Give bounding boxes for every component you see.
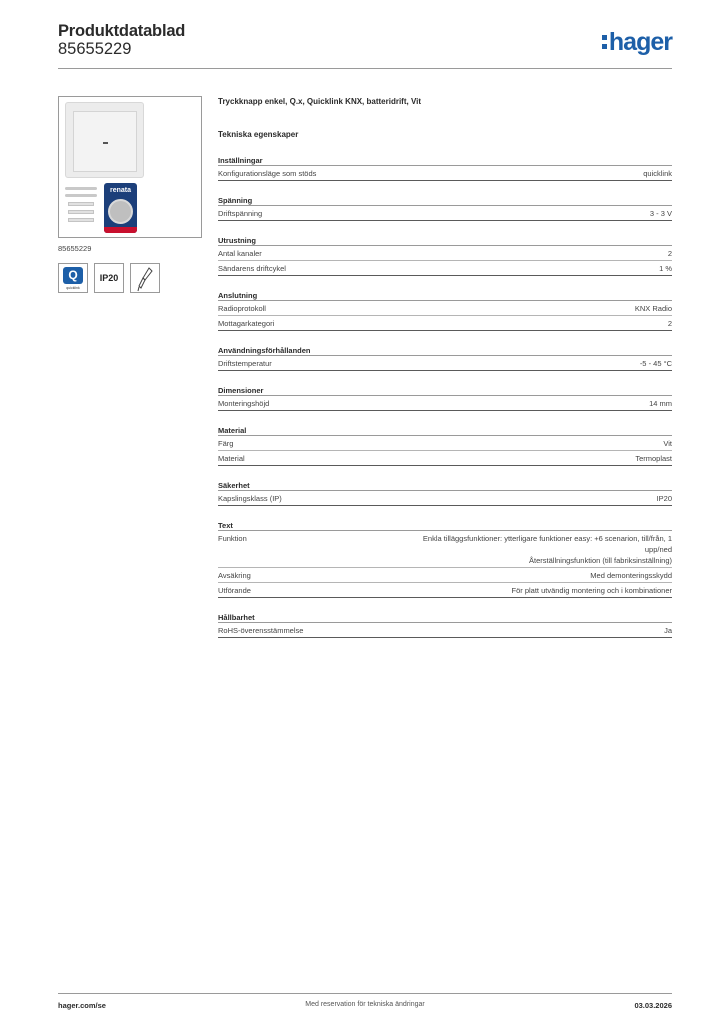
push-button-plate — [73, 111, 137, 172]
battery-image — [104, 183, 137, 233]
spec-label: Monteringshöjd — [218, 399, 270, 408]
spec-section — [218, 345, 672, 371]
spec-label: Mottagarkategori — [218, 319, 275, 328]
logo-text: hager — [608, 28, 672, 56]
spec-section — [218, 520, 672, 598]
hager-logo — [602, 28, 672, 56]
spec-label: Kapslingsklass (IP) — [218, 494, 282, 503]
section-title: Utrustning — [218, 235, 672, 246]
ip20-label: IP20 — [99, 273, 119, 283]
section-title: Text — [218, 520, 672, 531]
section-title: Säkerhet — [218, 480, 672, 491]
spec-value: För platt utvändig montering och i kombinationer — [511, 586, 672, 595]
spec-value: -5 - 45 °C — [639, 359, 672, 368]
spec-value: quicklink — [643, 169, 672, 178]
spec-label: Material — [218, 454, 245, 463]
section-title: Användningsförhållanden — [218, 345, 672, 356]
spec-row — [218, 436, 672, 451]
spec-label: Driftspänning — [218, 209, 263, 218]
footer-date: 03.03.2026 — [634, 1001, 672, 1010]
logo-dots — [602, 33, 607, 51]
spec-row — [218, 531, 672, 568]
screwdriver-icon — [131, 264, 161, 294]
spec-label: Avsäkring — [218, 571, 251, 580]
section-title: Spänning — [218, 195, 672, 206]
spec-section — [218, 612, 672, 638]
spec-row — [218, 166, 672, 181]
spec-row — [218, 301, 672, 316]
spec-value: KNX Radio — [634, 304, 672, 313]
spec-value: 1 % — [659, 264, 672, 273]
spec-row — [218, 206, 672, 221]
spec-row — [218, 356, 672, 371]
spec-section — [218, 425, 672, 466]
screwdriver-tile — [130, 263, 160, 293]
spec-label: Utförande — [218, 586, 251, 595]
push-button-frame-image — [65, 102, 144, 178]
product-image — [58, 96, 202, 238]
spec-value: Med demonteringsskydd — [590, 571, 672, 580]
spec-heading: Tekniska egenskaper — [218, 130, 299, 139]
battery-brand-label: renata — [109, 187, 131, 194]
led-indicator — [103, 142, 108, 144]
spec-value: 2 — [667, 249, 672, 258]
document-title: Produktdatablad — [58, 22, 186, 40]
spec-label: Radioprotokoll — [218, 304, 266, 313]
quicklink-caption: quicklink — [66, 286, 80, 290]
spec-value-line: Återställningsfunktion (till fabriksinställning) — [529, 556, 672, 565]
section-title: Material — [218, 425, 672, 436]
spec-section — [218, 235, 672, 276]
footer-website-link[interactable]: hager.com/se — [58, 1001, 106, 1010]
spec-label: Konfigurationsläge som stöds — [218, 169, 317, 178]
spec-label: Driftstemperatur — [218, 359, 272, 368]
quicklink-badge — [58, 263, 88, 293]
spec-row — [218, 583, 672, 598]
spec-value: 3 - 3 V — [649, 209, 672, 218]
footer-disclaimer: Med reservation för tekniska ändringar — [305, 1001, 425, 1008]
spec-section — [218, 290, 672, 331]
spec-row — [218, 623, 672, 638]
page-footer — [58, 993, 672, 1013]
spec-row — [218, 491, 672, 506]
spec-content — [218, 96, 672, 638]
spec-value: IP20 — [656, 494, 672, 503]
spec-label: Antal kanaler — [218, 249, 262, 258]
coin-cell — [108, 199, 133, 224]
spec-section — [218, 385, 672, 411]
spec-label: RoHS-överensstämmelse — [218, 626, 304, 635]
quicklink-icon: Q — [63, 267, 83, 284]
spec-row — [218, 396, 672, 411]
ip20-badge — [94, 263, 124, 293]
section-title: Dimensioner — [218, 385, 672, 396]
spec-value-line: upp/ned — [644, 545, 672, 554]
product-title: Tryckknapp enkel, Q.x, Quicklink KNX, batteridrift, Vit — [218, 97, 422, 106]
spec-label: Färg — [218, 439, 234, 448]
section-title: Hållbarhet — [218, 612, 672, 623]
spec-row — [218, 261, 672, 276]
spec-row — [218, 316, 672, 331]
spec-value: 14 mm — [649, 399, 672, 408]
section-title: Anslutning — [218, 290, 672, 301]
image-caption: 85655229 — [58, 244, 92, 253]
spec-section — [218, 195, 672, 221]
spec-row — [218, 568, 672, 583]
document-number: 85655229 — [58, 40, 132, 58]
screws-and-plugs-image — [65, 185, 99, 233]
spec-section — [218, 480, 672, 506]
spec-value: Termoplast — [635, 454, 672, 463]
spec-sections — [218, 155, 672, 638]
spec-value: Vit — [663, 439, 672, 448]
spec-row — [218, 246, 672, 261]
spec-label: Sändarens driftcykel — [218, 264, 286, 273]
feature-icons — [58, 263, 160, 293]
spec-value — [247, 533, 672, 566]
spec-value-line: Enkla tilläggsfunktioner: ytterligare funktioner easy: +6 scenarion, till/från, 1 — [422, 534, 672, 543]
page-header — [58, 22, 672, 69]
spec-row — [218, 451, 672, 466]
spec-value: 2 — [667, 319, 672, 328]
spec-value: Ja — [664, 626, 672, 635]
spec-section — [218, 155, 672, 181]
section-title: Inställningar — [218, 155, 672, 166]
spec-label: Funktion — [218, 534, 247, 543]
